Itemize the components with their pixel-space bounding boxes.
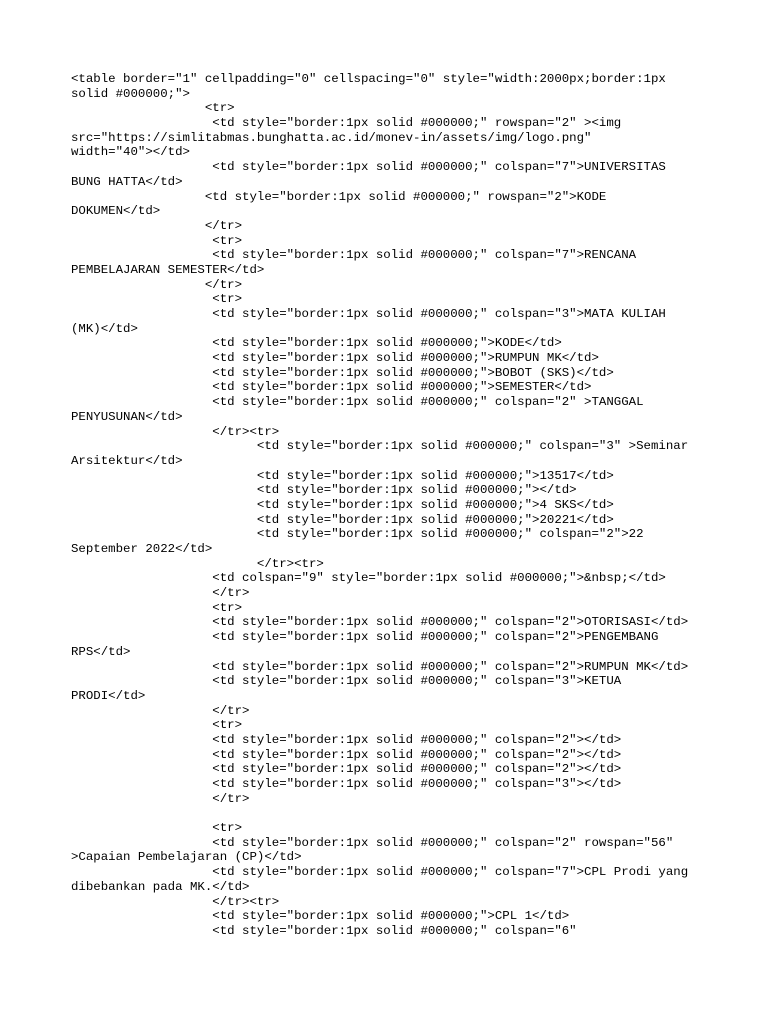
- code-line: <td style="border:1px solid #000000;" rowspan="2">KODE: [71, 189, 607, 204]
- code-line: September 2022</td>: [71, 542, 213, 556]
- code-line: PRODI</td>: [71, 688, 146, 703]
- code-line: <tr>: [71, 233, 243, 248]
- code-line: dibebankan pada MK.</td>: [71, 879, 250, 894]
- code-line: <td style="border:1px solid #000000;" colspan="2">RUMPUN MK</td>: [71, 659, 689, 674]
- code-line: </tr>: [71, 791, 250, 806]
- code-line: <td style="border:1px solid #000000;" colspan="7">UNIVERSITAS: [71, 160, 666, 175]
- code-line: solid #000000;">: [71, 86, 190, 101]
- code-line: <tr>: [71, 101, 235, 116]
- code-line: <td style="border:1px solid #000000;" colspan="2">22: [71, 527, 644, 542]
- code-line: <td style="border:1px solid #000000;">KODE</td>: [71, 336, 562, 351]
- code-line: <td style="border:1px solid #000000;">BOBOT (SKS)</td>: [71, 365, 614, 380]
- code-line: <td style="border:1px solid #000000;" colspan="6": [71, 923, 577, 938]
- code-line: [71, 806, 688, 821]
- code-line: <td style="border:1px solid #000000;" colspan="2">PENGEMBANG: [71, 630, 659, 645]
- code-line: width="40"></td>: [71, 145, 190, 160]
- code-line: </tr><tr>: [71, 424, 280, 439]
- code-line: </tr>: [71, 277, 243, 292]
- code-line: <td style="border:1px solid #000000;" colspan="2"></td>: [71, 762, 622, 777]
- code-line: <td style="border:1px solid #000000;" colspan="3">MATA KULIAH: [71, 307, 666, 321]
- code-line: <td style="border:1px solid #000000;">CPL 1</td>: [71, 909, 570, 924]
- code-line: <table border="1" cellpadding="0" cellspacing="0" style="width:2000px;border:1px: [71, 72, 666, 86]
- code-line: <td style="border:1px solid #000000;" colspan="7">RENCANA: [71, 248, 637, 263]
- code-line: <td style="border:1px solid #000000;"></td>: [71, 483, 577, 498]
- code-line: PENYUSUNAN</td>: [71, 409, 183, 424]
- code-line: <td style="border:1px solid #000000;" colspan="3" >Seminar: [71, 439, 689, 454]
- code-line: <td style="border:1px solid #000000;" colspan="2" rowspan="56": [71, 835, 674, 850]
- code-line: PEMBELAJARAN SEMESTER</td>: [71, 262, 265, 277]
- code-line: </tr>: [71, 586, 250, 601]
- code-line: </tr>: [71, 703, 250, 718]
- code-line: <td style="border:1px solid #000000;" colspan="2"></td>: [71, 747, 622, 762]
- code-line: src="https://simlitabmas.bunghatta.ac.id/monev-in/assets/img/logo.png": [71, 130, 592, 145]
- code-line: (MK)</td>: [71, 321, 138, 336]
- code-line: <td style="border:1px solid #000000;" colspan="7">CPL Prodi yang: [71, 865, 689, 880]
- code-line: <td style="border:1px solid #000000;" colspan="2">OTORISASI</td>: [71, 615, 689, 630]
- code-line: <td style="border:1px solid #000000;">SEMESTER</td>: [71, 380, 592, 395]
- code-line: RPS</td>: [71, 644, 131, 659]
- code-line: Arsitektur</td>: [71, 453, 183, 468]
- html-source-listing: [71, 72, 688, 939]
- code-line: <td style="border:1px solid #000000;" rowspan="2" ><img: [71, 116, 622, 131]
- code-line: <td style="border:1px solid #000000;" colspan="2" >TANGGAL: [71, 395, 644, 410]
- code-line: <td style="border:1px solid #000000;">4 SKS</td>: [71, 497, 614, 512]
- code-line: </tr>: [71, 218, 243, 233]
- code-line: </tr><tr>: [71, 556, 324, 571]
- code-line: <td style="border:1px solid #000000;" colspan="2"></td>: [71, 732, 622, 747]
- code-line: <td style="border:1px solid #000000;">13517</td>: [71, 468, 614, 483]
- code-line: <td style="border:1px solid #000000;">RUMPUN MK</td>: [71, 351, 599, 366]
- code-line: <tr>: [71, 718, 243, 733]
- code-line: <tr>: [71, 292, 243, 307]
- code-line: >Capaian Pembelajaran (CP)</td>: [71, 850, 302, 865]
- code-line: <td style="border:1px solid #000000;">20221</td>: [71, 512, 614, 527]
- code-line: </tr><tr>: [71, 894, 280, 909]
- code-line: <td style="border:1px solid #000000;" colspan="3">KETUA: [71, 674, 622, 689]
- code-line: BUNG HATTA</td>: [71, 174, 183, 189]
- code-line: <tr>: [71, 821, 243, 836]
- code-line: <tr>: [71, 600, 243, 615]
- code-line: DOKUMEN</td>: [71, 204, 161, 219]
- code-line: <td colspan="9" style="border:1px solid #000000;">&nbsp;</td>: [71, 571, 666, 586]
- code-line: <td style="border:1px solid #000000;" colspan="3"></td>: [71, 777, 622, 791]
